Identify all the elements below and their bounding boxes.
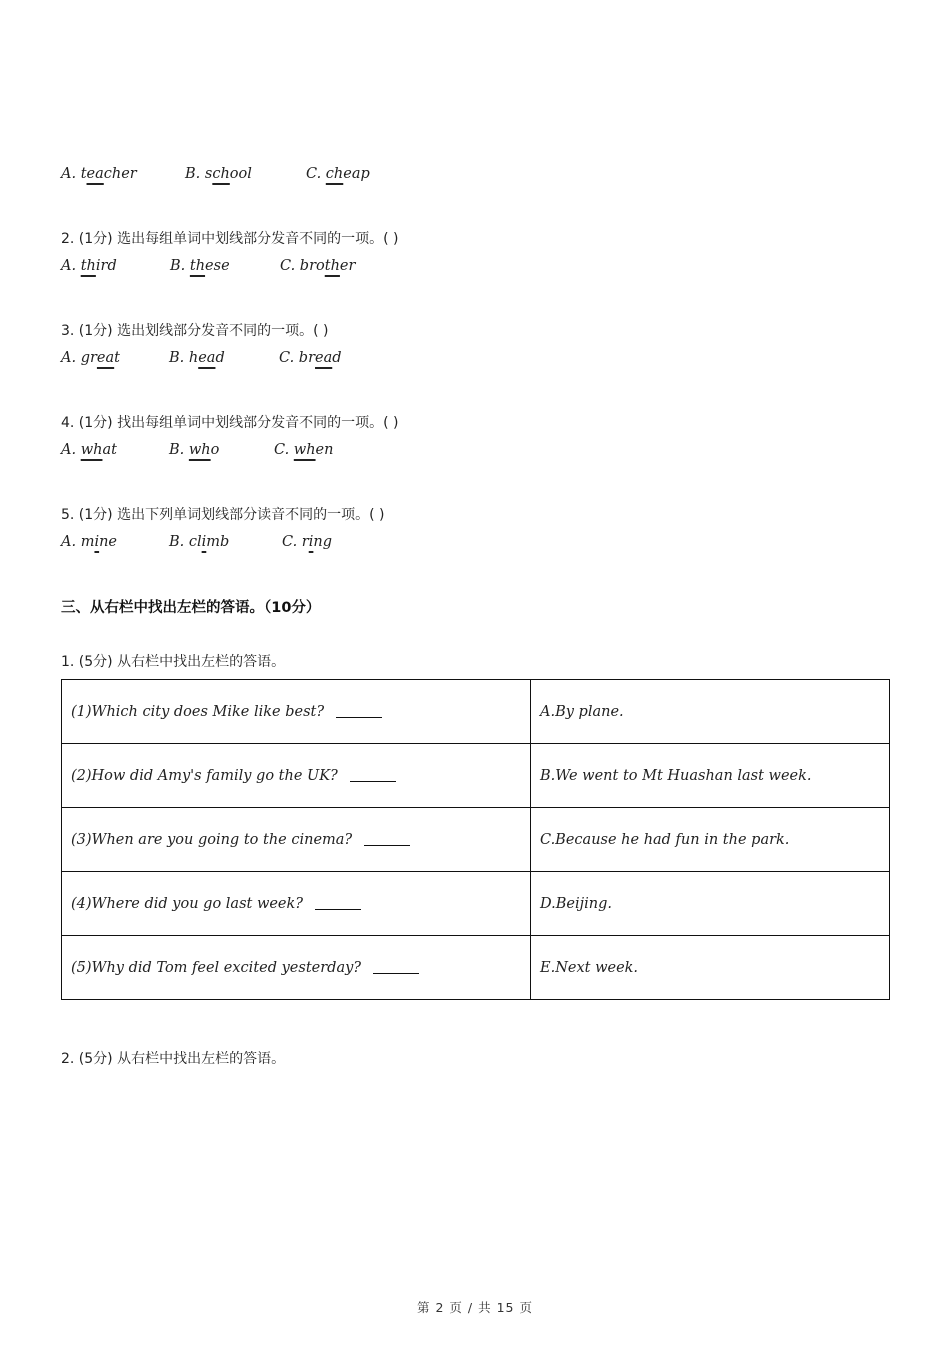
match-1-stem: 1. (5分) 从右栏中找出左栏的答语。 xyxy=(61,654,286,670)
match-row xyxy=(62,680,890,744)
match-row xyxy=(62,808,890,872)
question-4-option-b[interactable]: B. who xyxy=(169,442,220,458)
match-answer-cell: D.Beijing. xyxy=(531,872,890,936)
question-5-options xyxy=(61,534,461,554)
question-2-options xyxy=(61,258,461,278)
answer-blank[interactable] xyxy=(315,897,361,910)
question-5-option-b[interactable]: B. climb xyxy=(169,534,230,550)
match-question-text: (3)When are you going to the cinema? xyxy=(71,831,353,848)
question-2-stem: 2. (1分) 选出每组单词中划线部分发音不同的一项。( ) xyxy=(61,231,399,247)
question-4-options xyxy=(61,442,461,462)
match-question-cell xyxy=(62,808,531,872)
answer-blank[interactable] xyxy=(350,769,396,782)
page-footer: 第 2 页 / 共 15 页 xyxy=(417,1300,533,1315)
match-answer-cell: E.Next week. xyxy=(531,936,890,1000)
match-answer-cell: B.We went to Mt Huashan last week. xyxy=(531,744,890,808)
match-question-text: (2)How did Amy's family go the UK? xyxy=(71,767,338,784)
question-2-option-c[interactable]: C. brother xyxy=(280,258,356,274)
match-question-cell xyxy=(62,744,531,808)
match-table xyxy=(61,679,890,1000)
question-2-option-b[interactable]: B. these xyxy=(170,258,230,274)
match-answer-cell: A.By plane. xyxy=(531,680,890,744)
question-2-option-a[interactable]: A. third xyxy=(61,258,117,274)
section-3-title: 三、从右栏中找出左栏的答语。（10分） xyxy=(61,600,321,616)
question-5-stem: 5. (1分) 选出下列单词划线部分读音不同的一项。( ) xyxy=(61,507,385,523)
answer-blank[interactable] xyxy=(336,705,382,718)
match-question-cell xyxy=(62,936,531,1000)
match-question-cell xyxy=(62,872,531,936)
match-2-stem: 2. (5分) 从右栏中找出左栏的答语。 xyxy=(61,1051,286,1067)
match-question-text: (1)Which city does Mike like best? xyxy=(71,703,325,720)
match-question-text: (5)Why did Tom feel excited yesterday? xyxy=(71,959,362,976)
match-row xyxy=(62,872,890,936)
question-4-option-c[interactable]: C. when xyxy=(274,442,334,458)
question-5-option-a[interactable]: A. mine xyxy=(61,534,118,550)
match-question-cell xyxy=(62,680,531,744)
question-3-option-a[interactable]: A. great xyxy=(61,350,120,366)
q1-option-b[interactable]: B. school xyxy=(185,166,252,182)
question-3-option-b[interactable]: B. head xyxy=(169,350,225,366)
question-4-option-a[interactable]: A. what xyxy=(61,442,117,458)
q1-option-c[interactable]: C. cheap xyxy=(306,166,370,182)
match-question-text: (4)Where did you go last week? xyxy=(71,895,304,912)
question-3-stem: 3. (1分) 选出划线部分发音不同的一项。( ) xyxy=(61,323,329,339)
q1-options xyxy=(61,166,461,186)
answer-blank[interactable] xyxy=(364,833,410,846)
match-row xyxy=(62,744,890,808)
question-4-stem: 4. (1分) 找出每组单词中划线部分发音不同的一项。( ) xyxy=(61,415,399,431)
match-row xyxy=(62,936,890,1000)
q1-option-a[interactable]: A. teacher xyxy=(61,166,137,182)
question-5-option-c[interactable]: C. ring xyxy=(282,534,332,550)
question-3-option-c[interactable]: C. bread xyxy=(279,350,342,366)
answer-blank[interactable] xyxy=(373,961,419,974)
question-3-options xyxy=(61,350,461,370)
match-answer-cell: C.Because he had fun in the park. xyxy=(531,808,890,872)
